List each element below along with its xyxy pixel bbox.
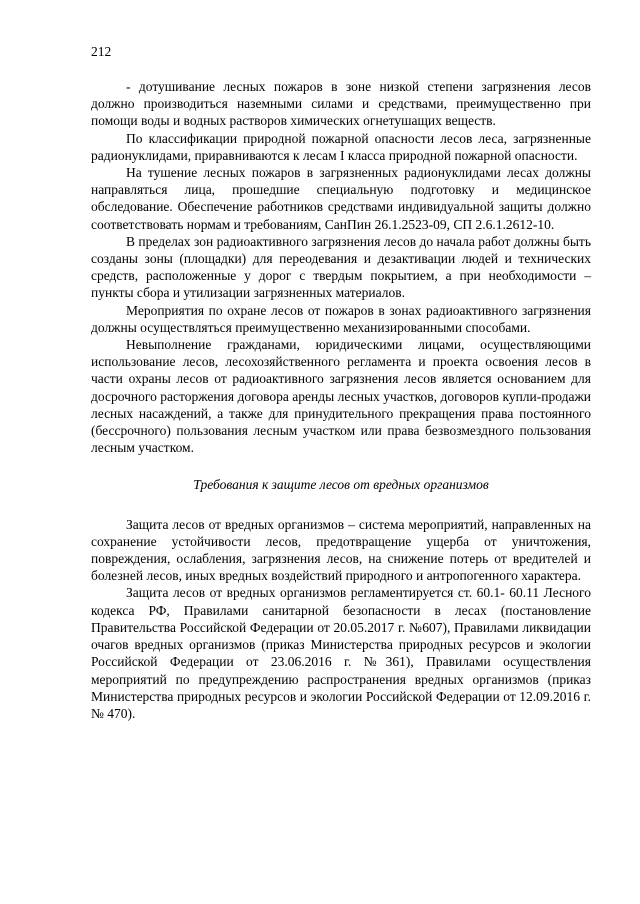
paragraph: Мероприятия по охране лесов от пожаров в зонах радиоактивного загрязнения должны осуществляться преимущественно механизированными способами. — [91, 302, 591, 335]
paragraph: По классификации природной пожарной опасности лесов леса, загрязненные радионуклидами, приравниваются к лесам I класса природной пожарной опасности. — [91, 130, 591, 163]
section-heading: Требования к защите лесов от вредных организмов — [193, 477, 489, 493]
page-content — [91, 78, 591, 722]
paragraph: Невыполнение гражданами, юридическими лицами, осуществляющими использование лесов, лесохозяйственного регламента и проекта освоения лесов в части охраны лесов от радиоактивного загрязнения лесов является основанием для досрочного расторжения договора аренды лесных участков, договоров купли-продажи лесных насаждений, а также для принудительного прекращения права постоянного (бессрочного) пользования лесным участком или права безвозмездного пользования лесным участком. — [91, 337, 591, 456]
paragraph: Защита лесов от вредных организмов регламентируется ст. 60.1- 60.11 Лесного кодекса РФ, Правилами санитарной безопасности в лесах (постановление Правительства Российской Федерации от 20.05.2017 г. №607), Правилами ликвидации очагов вредных организмов (приказ Министерства природных ресурсов и экологии Российской Федерации от 23.06.2016 г. №361), Правилами осуществления мероприятий по предупреждению распространения вредных организмов (приказ Министерства природных ресурсов и экологии Российской Федерации от 12.09.2016 г. № 470). — [91, 585, 591, 721]
paragraph: На тушение лесных пожаров в загрязненных радионуклидами лесах должны направляться лица, прошедшие специальную подготовку и медицинское обследование. Обеспечение работников средствами индивидуальной защиты должно соответствовать нормам и требованиям, СанПин 26.1.2523-09, СП 2.6.1.2612-10. — [91, 165, 591, 232]
paragraph: Защита лесов от вредных организмов – система мероприятий, направленных на сохранение устойчивости лесов, предотвращение ущерба от уничтожения, повреждения, ослабления, загрязнения лесов, на снижение потерь от вредителей и болезней лесов, иных вредных воздействий природного и антропогенного характера. — [91, 516, 591, 584]
page-number: 212 — [91, 44, 112, 59]
paragraph: - дотушивание лесных пожаров в зоне низкой степени загрязнения лесов должно производиться наземными силами и средствами, преимущественно при помощи воды и водных растворов химических огнетушащих веществ. — [91, 79, 591, 129]
paragraph: В пределах зон радиоактивного загрязнения лесов до начала работ должны быть созданы зоны (площадки) для переодевания и дезактивации людей и технических средств, расположенные у дорог с твердым покрытием, а при необходимости – пункты сбора и утилизации загрязненных материалов. — [91, 233, 591, 301]
